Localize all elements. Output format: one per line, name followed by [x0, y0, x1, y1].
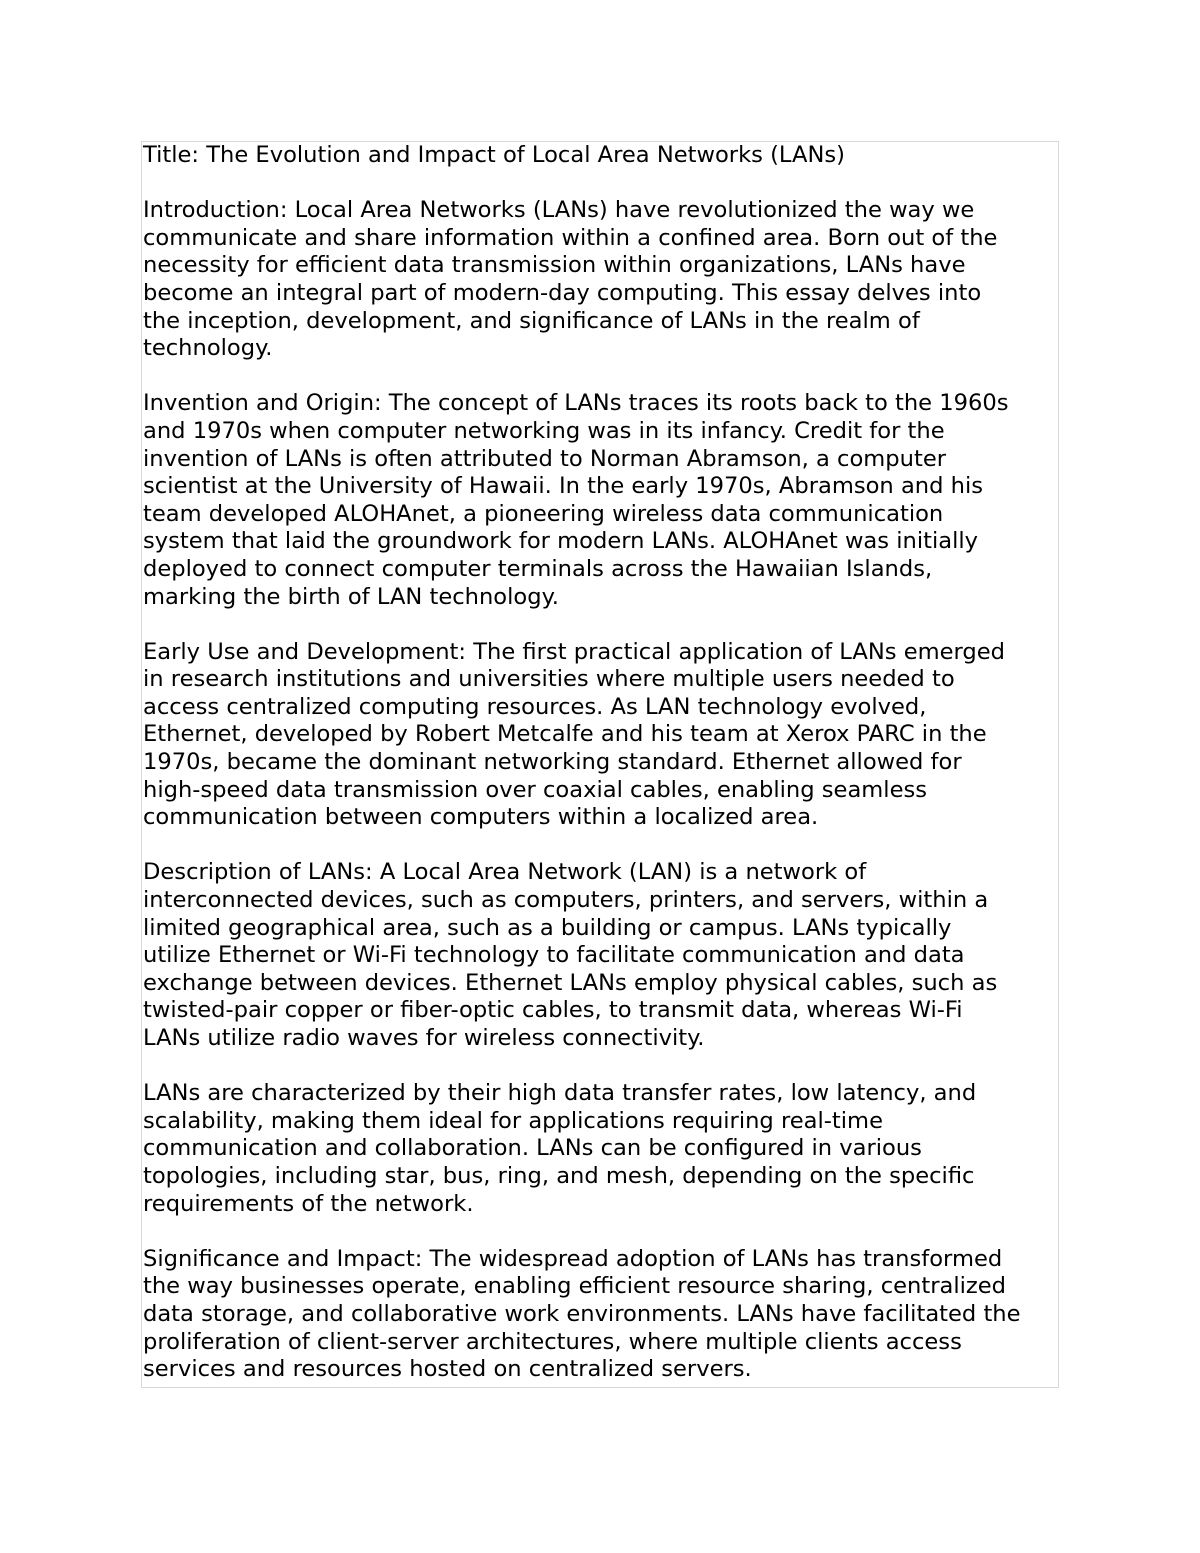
description-paragraph: [143, 859, 1058, 1052]
text-line: Description of LANs: A Local Area Network (LAN) is a network of: [143, 859, 867, 886]
text-line: interconnected devices, such as computers, printers, and servers, within a: [143, 887, 989, 914]
essay-text-box: [141, 141, 1059, 1388]
text-line: requirements of the network.: [143, 1190, 474, 1217]
paragraph-gap: [143, 611, 1058, 639]
text-line: data storage, and collaborative work environments. LANs have facilitated the: [143, 1300, 1021, 1327]
paragraph-gap: [143, 170, 1058, 198]
text-line: invention of LANs is often attributed to Norman Abramson, a computer: [143, 445, 947, 472]
text-line: and 1970s when computer networking was in its infancy. Credit for the: [143, 417, 945, 444]
paragraph-gap: [143, 832, 1058, 860]
text-line: become an integral part of modern-day computing. This essay delves into: [143, 279, 982, 306]
characteristics-paragraph: [143, 1080, 1058, 1218]
paragraph-gap: [143, 1053, 1058, 1081]
text-line: technology.: [143, 335, 273, 362]
text-line: 1970s, became the dominant networking standard. Ethernet allowed for: [143, 749, 962, 776]
text-line: in research institutions and universities where multiple users needed to: [143, 666, 955, 693]
text-line: system that laid the groundwork for modern LANs. ALOHAnet was initially: [143, 528, 979, 555]
text-line: exchange between devices. Ethernet LANs employ physical cables, such as: [143, 969, 998, 996]
text-line: team developed ALOHAnet, a pioneering wireless data communication: [143, 500, 944, 527]
text-line: twisted-pair copper or fiber-optic cables, to transmit data, whereas Wi-Fi: [143, 997, 963, 1024]
text-line: deployed to connect computer terminals across the Hawaiian Islands,: [143, 555, 933, 582]
text-line: communication and collaboration. LANs can be configured in various: [143, 1135, 922, 1162]
text-line: communicate and share information within a confined area. Born out of the: [143, 224, 998, 251]
text-line: high-speed data transmission over coaxial cables, enabling seamless: [143, 776, 928, 803]
text-line: scientist at the University of Hawaii. In the early 1970s, Abramson and his: [143, 473, 983, 500]
text-line: utilize Ethernet or Wi-Fi technology to facilitate communication and data: [143, 942, 965, 969]
text-line: Early Use and Development: The first practical application of LANs emerged: [143, 638, 1005, 665]
text-line: limited geographical area, such as a building or campus. LANs typically: [143, 914, 952, 941]
text-line: Introduction: Local Area Networks (LANs) have revolutionized the way we: [143, 197, 975, 224]
essay-title-paragraph: [143, 142, 1058, 170]
text-line: access centralized computing resources. As LAN technology evolved,: [143, 693, 927, 720]
text-line: LANs are characterized by their high data transfer rates, low latency, and: [143, 1080, 977, 1107]
text-line: Ethernet, developed by Robert Metcalfe and his team at Xerox PARC in the: [143, 721, 987, 748]
paragraph-gap: [143, 1218, 1058, 1246]
text-line: Invention and Origin: The concept of LANs traces its roots back to the 1960s: [143, 390, 1009, 417]
text-line: necessity for efficient data transmission within organizations, LANs have: [143, 252, 966, 279]
essay-title: Title: The Evolution and Impact of Local Area Networks (LANs): [143, 142, 845, 168]
introduction-paragraph: [143, 197, 1058, 363]
text-line: scalability, making them ideal for applications requiring real-time: [143, 1107, 883, 1134]
paragraph-gap: [143, 363, 1058, 391]
text-line: proliferation of client-server architectures, where multiple clients access: [143, 1328, 962, 1355]
text-line: the inception, development, and significance of LANs in the realm of: [143, 307, 920, 334]
text-line: services and resources hosted on centralized servers.: [143, 1356, 752, 1383]
text-line: the way businesses operate, enabling efficient resource sharing, centralized: [143, 1273, 1007, 1300]
early-use-paragraph: [143, 639, 1058, 832]
text-line: communication between computers within a localized area.: [143, 804, 819, 831]
text-line: Significance and Impact: The widespread adoption of LANs has transformed: [143, 1245, 1003, 1272]
text-line: topologies, including star, bus, ring, and mesh, depending on the specific: [143, 1162, 975, 1189]
invention-origin-paragraph: [143, 390, 1058, 611]
significance-paragraph: [143, 1246, 1058, 1384]
text-line: marking the birth of LAN technology.: [143, 583, 559, 610]
text-line: LANs utilize radio waves for wireless connectivity.: [143, 1025, 705, 1051]
